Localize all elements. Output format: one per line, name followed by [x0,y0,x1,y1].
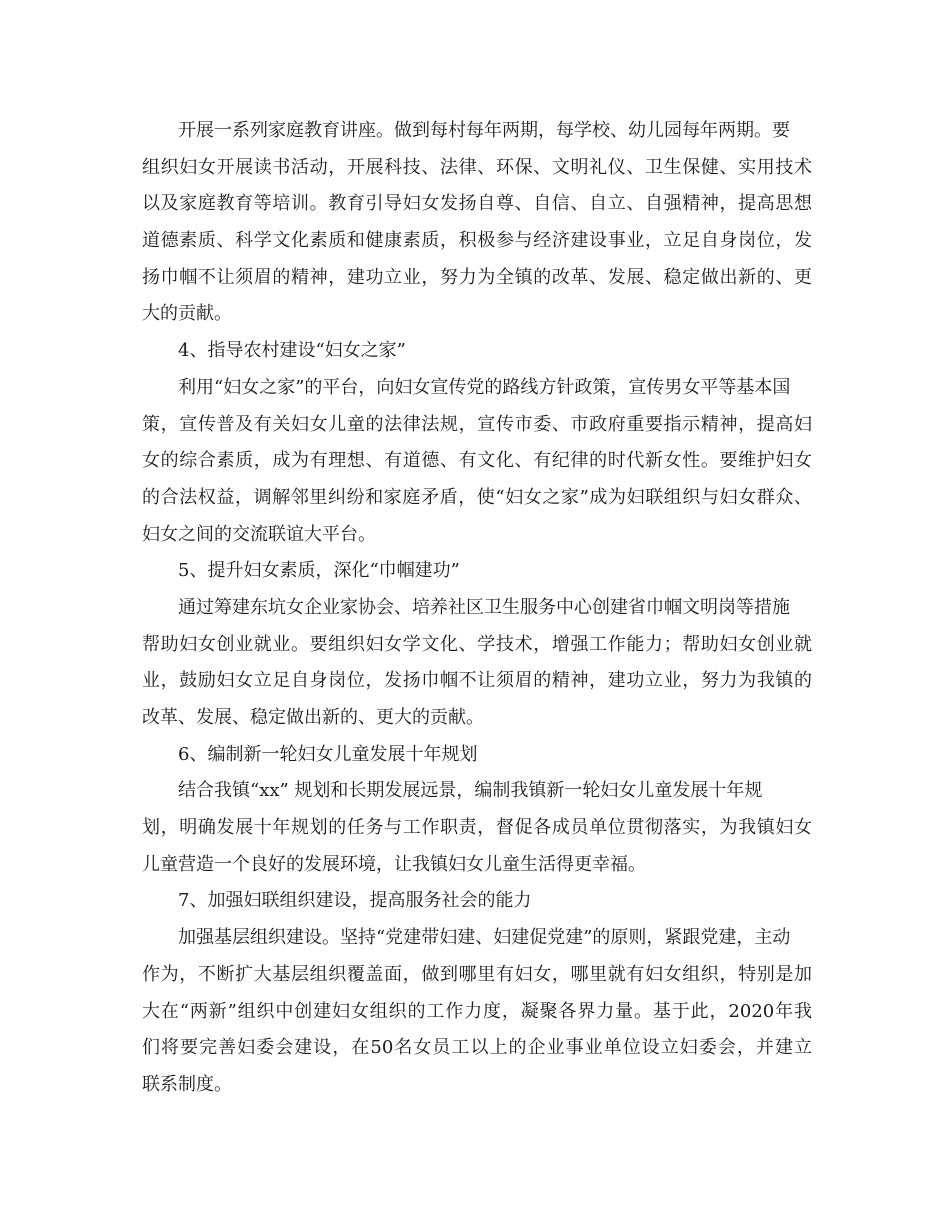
text-line: 7、加强妇联组织建设，提高服务社会的能力 [178,890,532,912]
text-line: 通过筹建东坑女企业家协会、培养社区卫生服务中心创建省巾帼文明岗等措施 [178,596,790,618]
text-line: 以及家庭教育等培训。教育引导妇女发扬自尊、自信、自立、自强精神，提高思想 [142,193,812,215]
text-line: 儿童营造一个良好的发展环境，让我镇妇女儿童生活得更幸福。 [142,853,646,875]
text-line: 大在“两新”组织中创建妇女组织的工作力度，凝聚各界力量。基于此，2020年我 [142,1000,812,1022]
text-line: 利用“妇女之家”的平台，向妇女宣传党的路线方针政策，宣传男女平等基本国 [178,376,791,398]
document-body [142,113,812,1104]
text-line: 女的综合素质，成为有理想、有道德、有文化、有纪律的时代新女性。要维护妇女 [142,450,812,472]
text-line: 道德素质、科学文化素质和健康素质，积极参与经济建设事业，立足自身岗位，发 [142,230,812,252]
text-line: 加强基层组织建设。坚持“党建带妇建、妇建促党建”的原则，紧跟党建，主动 [178,927,791,949]
text-line: 们将要完善妇委会建设，在50名女员工以上的企业事业单位设立妇委会，并建立 [142,1037,812,1059]
text-line: 帮助妇女创业就业。要组织妇女学文化、学技术，增强工作能力；帮助妇女创业就 [142,633,812,655]
text-line: 6、编制新一轮妇女儿童发展十年规划 [178,743,478,765]
text-line: 策，宣传普及有关妇女儿童的法律法规，宣传市委、市政府重要指示精神，提高妇 [142,413,812,435]
text-line: 改革、发展、稳定做出新的、更大的贡献。 [142,707,484,728]
text-line: 划，明确发展十年规划的任务与工作职责，督促各成员单位贯彻落实，为我镇妇女 [142,817,812,839]
text-line: 妇女之间的交流联谊大平台。 [142,523,376,545]
text-line: 5、提升妇女素质，深化“巾帼建功” [178,560,460,582]
text-line: 的合法权益，调解邻里纠纷和家庭矛盾，使“妇女之家”成为妇联组织与妇女群众、 [142,486,812,508]
text-line: 联系制度。 [142,1073,232,1095]
text-line: 作为，不断扩大基层组织覆盖面，做到哪里有妇女，哪里就有妇女组织，特别是加 [142,963,812,985]
text-line: 大的贡献。 [142,303,232,325]
text-line: 开展一系列家庭教育讲座。做到每村每年两期，每学校、幼儿园每年两期。要 [178,120,790,141]
text-line: 业，鼓励妇女立足自身岗位，发扬巾帼不让须眉的精神，建功立业，努力为我镇的 [142,670,812,692]
text-line: 扬巾帼不让须眉的精神，建功立业，努力为全镇的改革、发展、稳定做出新的、更 [142,266,812,288]
text-line: 结合我镇“xx” 规划和长期发展远景，编制我镇新一轮妇女儿童发展十年规 [178,780,763,802]
text-line: 组织妇女开展读书活动，开展科技、法律、环保、文明礼仪、卫生保健、实用技术 [142,156,812,178]
text-line: 4、指导农村建设“妇女之家” [178,340,406,362]
